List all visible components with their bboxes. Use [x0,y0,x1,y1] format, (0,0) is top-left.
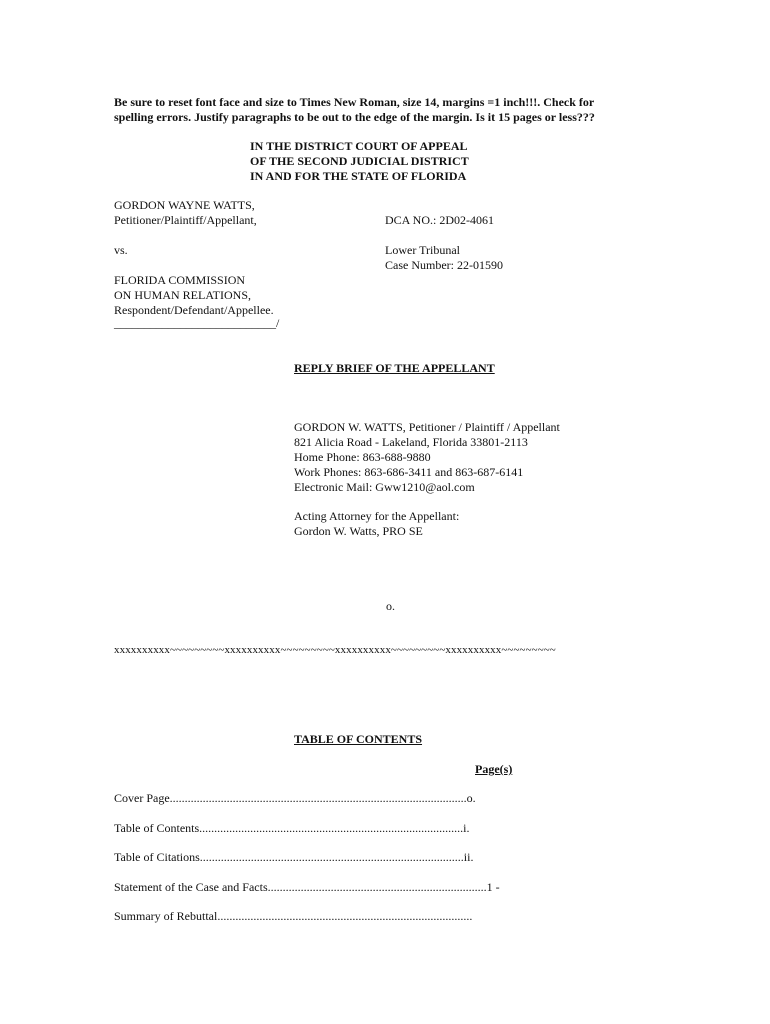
toc-entry-summary-of-rebuttal: Summary of Rebuttal..................................................................................... [114,909,473,923]
lower-tribunal-label: Lower Tribunal [385,243,460,257]
contact-line-4: Work Phones: 863-686-3411 and 863-687-6141 [294,465,524,479]
dca-number: DCA NO.: 2D02-4061 [385,213,495,227]
page-number: o. [386,599,395,613]
toc-entry-statement-of-case: Statement of the Case and Facts.........................................................................1 - [114,880,500,894]
contact-block [294,420,560,495]
court-heading-line-1: IN THE DISTRICT COURT OF APPEAL [250,139,468,153]
court-heading-line-2: OF THE SECOND JUDICIAL DISTRICT [250,154,469,168]
contact-line-2: 821 Alicia Road - Lakeland, Florida 33801-2113 [294,435,528,449]
instruction-line-1: Be sure to reset font face and size to Times New Roman, size 14, margins =1 inch!!!. Check for [114,95,595,109]
instruction-line-2: spelling errors. Justify paragraphs to be out to the edge of the margin. Is it 15 pages or less??? [114,110,595,124]
page-separator: xxxxxxxxxx~~~~~~~~~xxxxxxxxxx~~~~~~~~~xxxxxxxxxx~~~~~~~~~xxxxxxxxxx~~~~~~~~~ [114,644,556,656]
attorney-line-1: Acting Attorney for the Appellant: [294,509,460,523]
contact-line-5: Electronic Mail: Gww1210@aol.com [294,480,475,494]
toc-entry-cover-page: Cover Page...................................................................................................o. [114,791,476,805]
respondent-line-2: ON HUMAN RELATIONS, [114,288,251,302]
attorney-line-2: Gordon W. Watts, PRO SE [294,524,423,538]
lower-case-number: Case Number: 22-01590 [385,258,503,272]
petitioner-role: Petitioner/Plaintiff/Appellant, [114,213,257,227]
court-heading-line-3: IN AND FOR THE STATE OF FLORIDA [250,169,467,183]
court-heading [250,139,469,184]
contact-line-1: GORDON W. WATTS, Petitioner / Plaintiff / Appellant [294,420,560,434]
toc-pages-header: Page(s) [475,762,513,776]
toc-entry-table-of-citations: Table of Citations........................................................................................ii. [114,850,474,864]
signature-line: ___________________________/ [114,316,280,330]
toc-title: TABLE OF CONTENTS [294,732,423,746]
respondent-line-1: FLORIDA COMMISSION [114,273,246,287]
versus: vs. [114,243,128,257]
petitioner-name: GORDON WAYNE WATTS, [114,198,255,212]
contact-line-3: Home Phone: 863-688-9880 [294,450,431,464]
respondent-role: Respondent/Defendant/Appellee. [114,303,274,317]
toc-entry-table-of-contents: Table of Contents........................................................................................i. [114,821,470,835]
attorney-block [294,509,459,539]
brief-title: REPLY BRIEF OF THE APPELLANT [294,361,495,375]
